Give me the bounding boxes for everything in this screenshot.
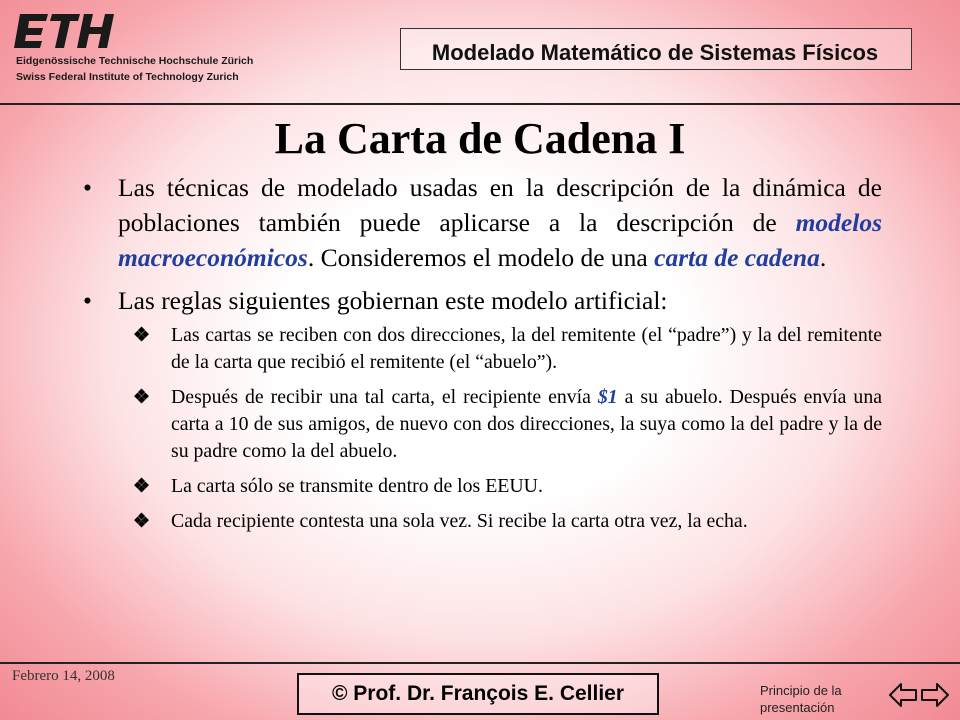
emphasis-text: modelos macroeconómicos — [118, 208, 882, 272]
sub-bullet-item — [133, 473, 882, 500]
back-arrow-icon[interactable] — [888, 680, 918, 710]
diamond-bullet-icon: ❖ — [133, 387, 151, 408]
bullet-text: . Consideremos el modelo de una — [307, 243, 655, 272]
sub-bullet-item — [133, 508, 882, 535]
footer-author: © Prof. Dr. François E. Cellier — [331, 682, 625, 705]
sub-bullet-item — [133, 322, 882, 376]
logo-line-1: Eidgenössische Technische Hochschule Zürich — [16, 55, 254, 67]
start-presentation-link[interactable]: Principio de la presentación — [760, 683, 842, 715]
bullet-item — [80, 170, 882, 275]
forward-arrow-icon[interactable] — [920, 680, 950, 710]
sub-bullet-text: Después de recibir una tal carta, el recipiente envía — [171, 386, 598, 408]
emphasis-text: carta de cadena — [654, 243, 820, 272]
bullet-text: . — [819, 243, 827, 272]
footer-divider — [0, 662, 960, 664]
bullet-dot-icon: • — [83, 173, 92, 202]
nav-arrows — [888, 680, 950, 710]
slide-title: La Carta de Cadena I — [274, 114, 686, 163]
bullet-text: Las técnicas de modelado usadas en la descripción de la dinámica de poblaciones también puede aplicarse a la descripción de — [118, 173, 882, 237]
slide-content — [80, 170, 882, 543]
diamond-bullet-icon: ❖ — [133, 325, 151, 346]
sub-bullet-item — [133, 384, 882, 465]
sub-bullet-text: a su abuelo. Después envía una carta a 10 de sus amigos, de nuevo con dos direcciones, la suya como la del padre y la de su padre como la del abuelo. — [171, 386, 882, 462]
eth-logo — [14, 10, 274, 88]
diamond-bullet-icon: ❖ — [133, 511, 151, 532]
bullet-item — [80, 283, 882, 318]
bullet-text: Las reglas siguientes gobiernan este modelo artificial: — [118, 286, 668, 315]
eth-wordmark-icon — [14, 10, 114, 52]
diamond-bullet-icon: ❖ — [133, 476, 151, 497]
sub-bullet-text: Cada recipiente contesta una sola vez. Si recibe la carta otra vez, la echa. — [171, 510, 748, 532]
bullet-dot-icon: • — [83, 286, 92, 315]
footer-date: Febrero 14, 2008 — [12, 668, 115, 684]
amount-text: $1 — [597, 386, 618, 408]
sub-bullet-text: Las cartas se reciben con dos direcciones, la del remitente (el “padre”) y la del remitente de la carta que recibió el remitente (el “abuelo”). — [171, 324, 882, 373]
course-title: Modelado Matemático de Sistemas Físicos — [431, 40, 879, 65]
sub-bullet-text: La carta sólo se transmite dentro de los EEUU. — [171, 475, 543, 497]
logo-line-2: Swiss Federal Institute of Technology Zurich — [16, 71, 239, 83]
header-divider — [0, 103, 960, 105]
